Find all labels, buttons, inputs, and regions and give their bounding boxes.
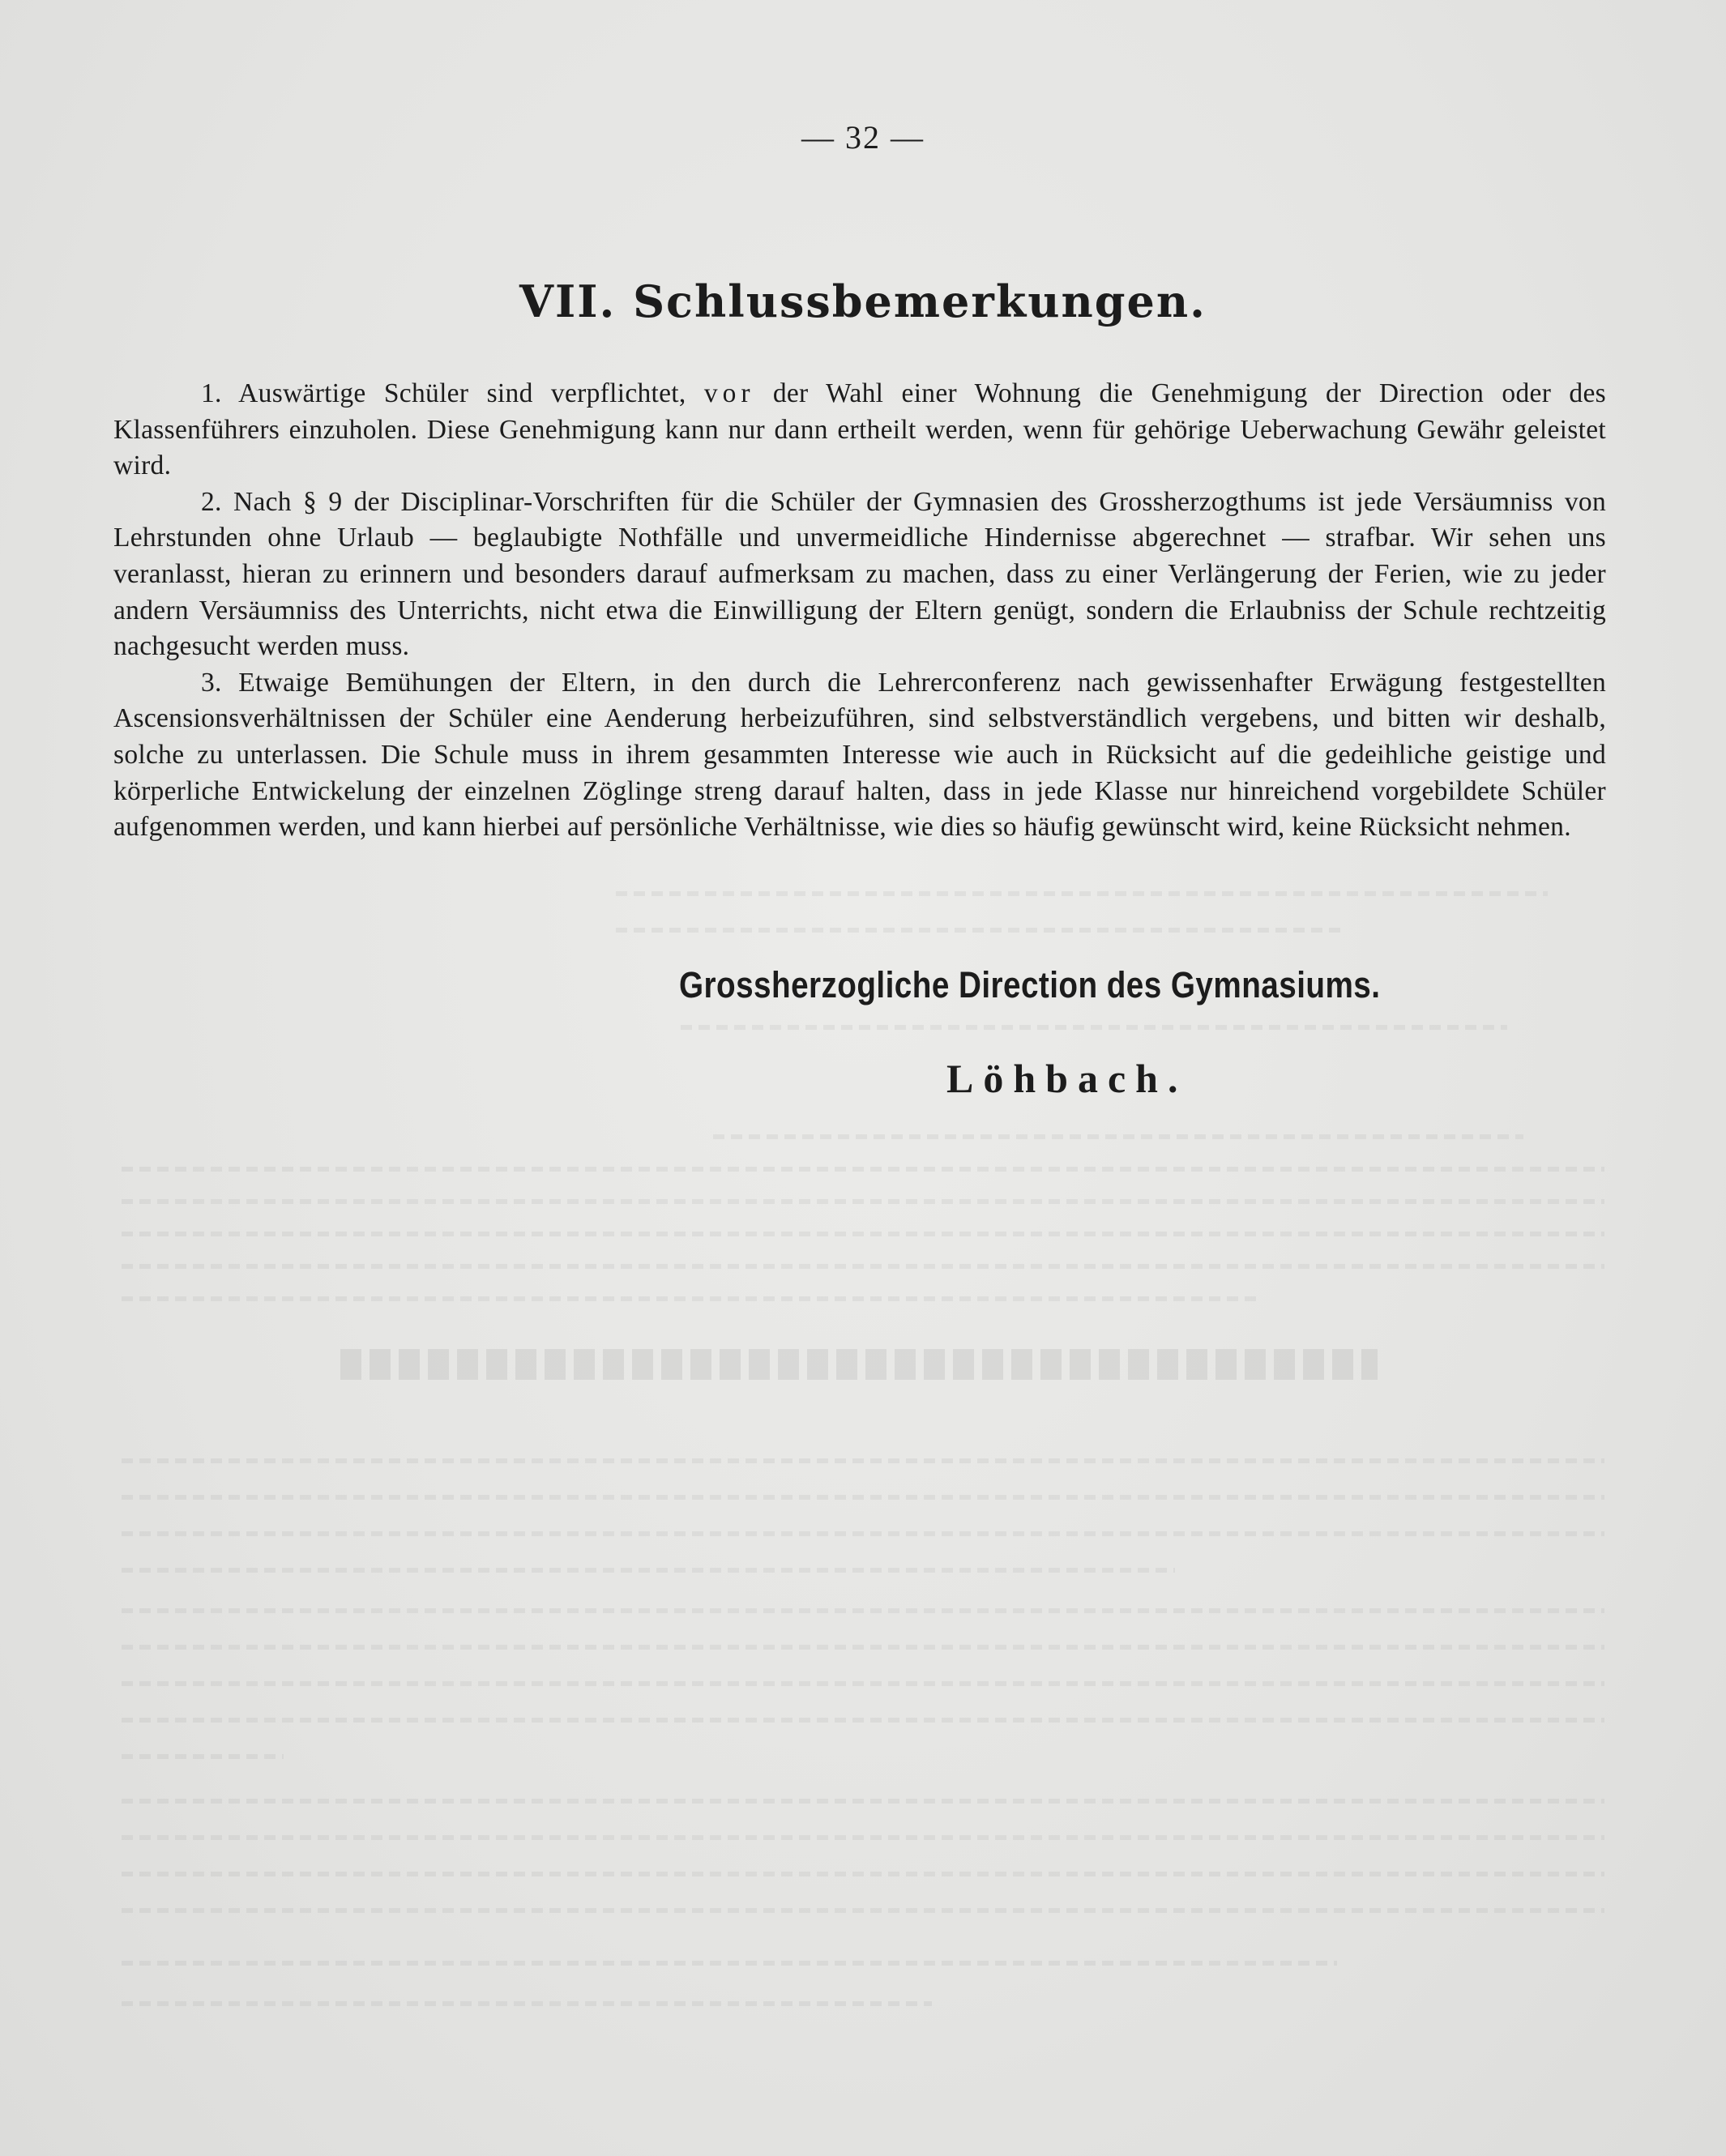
paragraph-1-before: 1. Auswärtige Schüler sind verpflichtet, <box>201 378 704 408</box>
signature-name: Löhbach. <box>946 1056 1188 1101</box>
paragraph-1 <box>113 376 1606 485</box>
paragraph-1-emphasis: vor <box>703 378 755 408</box>
signature-organization: Grossherzogliche Direction des Gymnasiums. <box>679 964 1381 1005</box>
section-title: VII. Schlussbemerkungen. <box>519 275 1207 327</box>
paragraph-2: 2. Nach § 9 der Disciplinar-Vorschriften für die Schüler der Gymnasien des Grossherzogthums ist jede Versäumniss von Lehrstunden ohne Urlaub — beglaubigte Nothfälle und unvermeidliche Hindernisse abgerechnet — strafbar. Wir sehen uns veranlasst, hieran zu erinnern und besonders darauf aufmerksam zu machen, dass zu einer Verlängerung der Ferien, wie zu jeder andern Versäumniss des Unterrichts, nicht etwa die Einwilligung der Eltern genügt, sondern die Erlaubniss der Schule rechtzeitig nachgesucht werden muss. <box>113 486 1606 662</box>
paragraph-3: 3. Etwaige Bemühungen der Eltern, in den durch die Lehrerconferenz nach gewissenhafter Erwägung festgestellten Ascensionsverhältnissen der Schüler eine Aenderung herbeizuführen, sind selbstverständlich vergebens, und bitten wir deshalb, solche zu unterlassen. Die Schule muss in ihrem gesammten Interesse wie auch in Rücksicht auf die gedeihliche geistige und körperliche Entwickelung der einzelnen Zöglinge streng darauf halten, dass in jede Klasse nur hinreichend vorgebildete Schüler aufgenommen werden, und kann hierbei auf persönliche Verhältnisse, wie dies so häufig gewünscht wird, keine Rücksicht nehmen. <box>113 667 1606 843</box>
page-number: — 32 — <box>801 119 925 156</box>
body-text <box>113 376 1606 846</box>
paragraph-1-after: der Wahl einer Wohnung die Genehmigung der Direction oder des Klassenführers einzuholen. Diese Genehmigung kann nur dann ertheilt werden, wenn für gehörige Ueberwachung Gewähr geleistet wird. <box>113 378 1606 481</box>
